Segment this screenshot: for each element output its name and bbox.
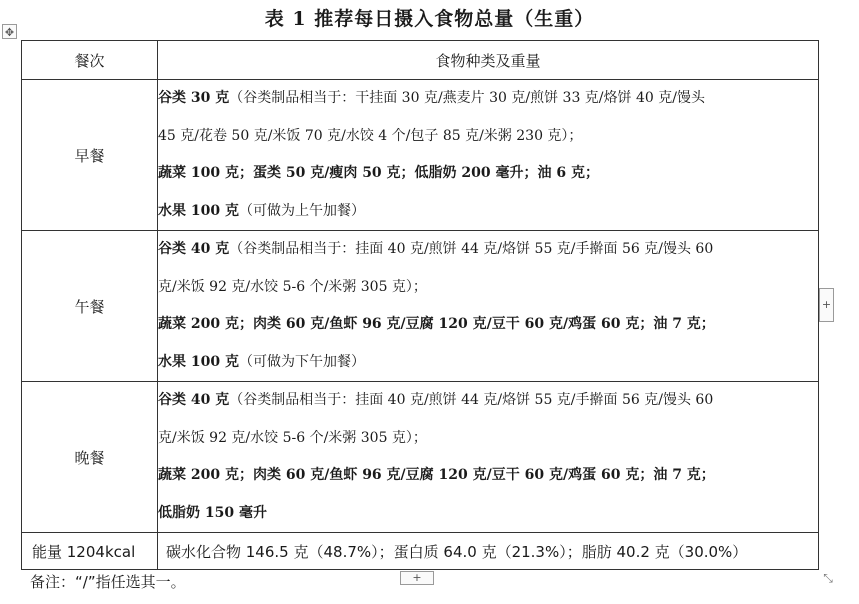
meal-content (158, 80, 819, 231)
normal-text: （可做为下午加餐） (238, 353, 365, 370)
meal-label: 晚餐 (22, 382, 158, 533)
table-row-breakfast (22, 80, 819, 231)
normal-text: 克/米饭 92 克/水饺 5-6 个/米粥 305 克）； (158, 278, 427, 295)
table-note: 备注：“/”指任选其一。 (30, 573, 186, 591)
table-title: 表 1 推荐每日摄入食物总量（生重） (264, 8, 595, 30)
table-move-handle-icon[interactable]: ✥ (2, 24, 17, 39)
content-line (158, 155, 818, 193)
content-line (158, 118, 818, 156)
content-line (158, 457, 818, 495)
normal-text: 45 克/花卷 50 克/米饭 70 克/水饺 4 个/包子 85 克/米粥 230 克）； (158, 127, 583, 144)
normal-text: （谷类制品相当于：挂面 40 克/煎饼 44 克/烙饼 55 克/手擀面 56 克/馒头 60 (229, 392, 714, 408)
content-line (158, 344, 818, 382)
bold-text: 蔬菜 100 克；蛋类 50 克/瘦肉 50 克；低脂奶 200 毫升；油 6 克； (158, 165, 600, 181)
content-line (158, 231, 818, 269)
normal-text: （谷类制品相当于：挂面 40 克/煎饼 44 克/烙饼 55 克/手擀面 56 克/馒头 60 (229, 241, 714, 257)
table-row-lunch (22, 231, 819, 382)
food-table (21, 40, 819, 570)
bold-text: 谷类 30 克 (158, 90, 230, 106)
meal-content (158, 382, 819, 533)
bold-text: 水果 100 克 (158, 353, 239, 370)
add-column-button[interactable]: + (819, 288, 834, 322)
table-row-energy (22, 533, 819, 570)
normal-text: （谷类制品相当于：干挂面 30 克/燕麦片 30 克/煎饼 33 克/烙饼 40 克/馒头 (229, 90, 705, 106)
content-line (158, 306, 818, 344)
energy-value: 碳水化合物 146.5 克（48.7%）；蛋白质 64.0 克（21.3%）；脂肪 40.2 克（30.0%） (158, 533, 819, 570)
energy-label: 能量 1204kcal (22, 533, 158, 570)
bold-text: 谷类 40 克 (158, 392, 230, 408)
bold-text: 低脂奶 150 毫升 (158, 504, 267, 521)
meal-content (158, 231, 819, 382)
bold-text: 水果 100 克 (158, 202, 239, 219)
bold-text: 蔬菜 200 克；肉类 60 克/鱼虾 96 克/豆腐 120 克/豆干 60 克/鸡蛋 60 克；油 7 克； (158, 467, 715, 483)
content-line (158, 382, 818, 420)
header-meal: 餐次 (22, 41, 158, 80)
content-line (158, 80, 818, 118)
normal-text: （可做为上午加餐） (238, 202, 365, 219)
add-row-button[interactable]: + (400, 571, 434, 585)
table-row-dinner (22, 382, 819, 533)
bold-text: 蔬菜 200 克；肉类 60 克/鱼虾 96 克/豆腐 120 克/豆干 60 克/鸡蛋 60 克；油 7 克； (158, 316, 715, 332)
meal-label: 早餐 (22, 80, 158, 231)
table-header-row (22, 41, 819, 80)
table-resize-icon[interactable]: ⤡ (823, 571, 833, 585)
content-line (158, 193, 818, 231)
meal-label: 午餐 (22, 231, 158, 382)
header-food: 食物种类及重量 (158, 41, 819, 80)
normal-text: 克/米饭 92 克/水饺 5-6 个/米粥 305 克）； (158, 429, 427, 446)
bold-text: 谷类 40 克 (158, 241, 230, 257)
content-line (158, 495, 818, 533)
content-line (158, 269, 818, 307)
content-line (158, 420, 818, 458)
